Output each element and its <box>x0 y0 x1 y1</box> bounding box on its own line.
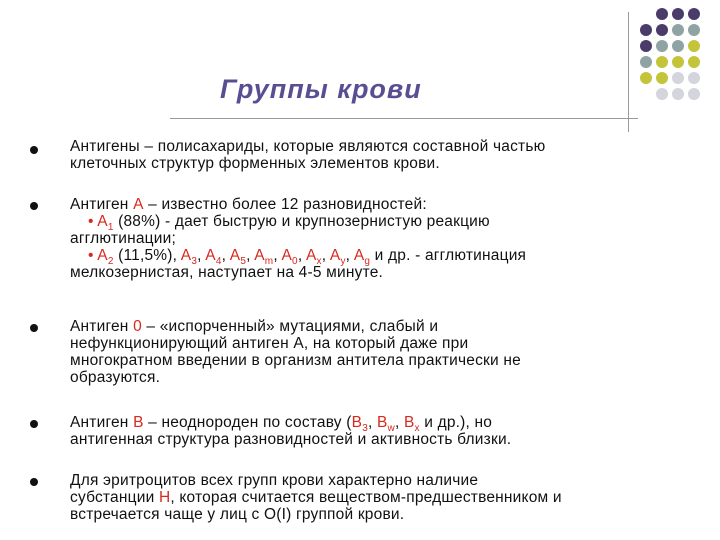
text: , которая считается веществом-предшественником и <box>170 489 562 506</box>
decorative-dot <box>688 40 700 52</box>
antigen-label: A <box>97 247 108 264</box>
antigen-label: A <box>97 213 108 230</box>
item-5-line-2 <box>70 489 680 506</box>
sub-bullet: • <box>88 247 94 264</box>
antigen-variant: A <box>180 247 192 264</box>
separator: , <box>345 247 354 264</box>
item-4-line-2: антигенная структура разновидностей и активность близки. <box>70 431 512 448</box>
antigen-variant: В <box>351 414 363 431</box>
text: Антиген <box>70 318 134 335</box>
decorative-dot <box>640 40 652 52</box>
text: – неоднороден по составу ( <box>143 414 352 431</box>
text: Антиген <box>70 414 134 431</box>
subscript: 5 <box>240 256 247 268</box>
item-2-line-5: мелкозернистая, наступает на 4-5 минуте. <box>70 264 384 281</box>
item-2-line-1 <box>70 196 680 213</box>
separator: , <box>221 247 230 264</box>
text: Антиген <box>70 196 134 213</box>
sub-item-a1 <box>70 213 680 234</box>
antigen-variant: A <box>229 247 241 264</box>
antigen-variants <box>180 247 371 268</box>
subscript: m <box>264 256 274 268</box>
decorative-dot <box>640 24 652 36</box>
decorative-dot <box>688 56 700 68</box>
text: – «испорченный» мутациями, слабый и <box>141 318 439 335</box>
separator: , <box>321 247 330 264</box>
text: субстанции <box>70 489 159 506</box>
item-2-line-3: агглютинации; <box>70 230 176 247</box>
decorative-dot <box>656 72 668 84</box>
text: и др. - агглютинация <box>370 247 527 264</box>
sub-item-a2 <box>70 247 680 268</box>
bullet-icon <box>30 478 38 486</box>
decorative-dot <box>656 56 668 68</box>
subscript: x <box>414 423 420 435</box>
decorative-dot <box>640 56 652 68</box>
text: (11,5%), <box>113 247 181 264</box>
decorative-dot <box>672 88 684 100</box>
subscript: g <box>364 256 371 268</box>
separator: , <box>273 247 282 264</box>
decorative-dot <box>672 8 684 20</box>
decorative-dot <box>656 8 668 20</box>
list-item <box>70 414 680 448</box>
antigen-variant: A <box>205 247 216 264</box>
decorative-dot <box>672 40 684 52</box>
antigen-variant: A <box>305 247 317 264</box>
title-underline <box>170 118 638 119</box>
item-4-line-1 <box>70 414 680 435</box>
subscript: w <box>387 423 395 435</box>
decorative-dot <box>688 8 700 20</box>
decorative-dot <box>688 88 700 100</box>
item-3-line-4: образуются. <box>70 369 161 386</box>
separator: , <box>367 414 377 431</box>
subscript: x <box>316 256 322 268</box>
bullet-icon <box>30 420 38 428</box>
decorative-dot <box>656 40 668 52</box>
decorative-dot <box>656 24 668 36</box>
antigen-variant: A <box>281 247 293 264</box>
antigen-variant: A <box>329 247 341 264</box>
separator: , <box>394 414 404 431</box>
page-title: Группы крови <box>220 74 422 104</box>
subscript: 0 <box>292 256 298 268</box>
item-5-line-1: Для эритроцитов всех групп крови характерно наличие <box>70 472 479 489</box>
text: – известно более 12 разновидностей: <box>143 196 427 213</box>
bullet-icon <box>30 324 38 332</box>
list-item <box>70 138 680 172</box>
antigen-label: В <box>133 414 144 431</box>
text: и др.), но <box>419 414 493 431</box>
list-item <box>70 472 680 523</box>
sub-bullet: • <box>88 213 94 230</box>
list-item <box>70 196 680 281</box>
antigen-variant: В <box>376 414 388 431</box>
decorative-dot-grid <box>640 8 710 104</box>
decorative-dot <box>640 72 652 84</box>
separator: , <box>297 247 306 264</box>
antigen-label: А <box>133 196 144 213</box>
decorative-dot <box>656 88 668 100</box>
item-3-line-2: нефункционирующий антиген А, на который даже при <box>70 335 469 352</box>
subscript: 4 <box>215 256 222 268</box>
separator: , <box>197 247 206 264</box>
subscript: 3 <box>362 423 368 435</box>
antigen-label: 0 <box>133 318 142 335</box>
bullet-icon <box>30 146 38 154</box>
decorative-dot <box>672 56 684 68</box>
subscript: 3 <box>191 256 198 268</box>
antigen-variant: В <box>403 414 415 431</box>
text: (88%) - дает быструю и крупнозернистую реакцию <box>113 213 490 230</box>
decorative-dot <box>672 24 684 36</box>
subscript: 2 <box>107 256 114 268</box>
subscript: y <box>340 256 346 268</box>
antigen-variant: A <box>254 247 265 264</box>
antigen-label: Н <box>158 489 171 506</box>
decorative-dot <box>688 72 700 84</box>
item-3-line-1 <box>70 318 680 335</box>
separator: , <box>246 247 255 264</box>
antigen-variant: A <box>353 247 365 264</box>
item-1-line-2: клеточных структур форменных элементов крови. <box>70 155 440 172</box>
bullet-icon <box>30 202 38 210</box>
subscript: 1 <box>107 222 114 234</box>
item-1-line-1: Антигены – полисахариды, которые являются составной частью <box>70 138 546 155</box>
decorative-dot <box>672 72 684 84</box>
antigen-variants <box>351 414 420 435</box>
item-3-line-3: многократном введении в организм антитела практически не <box>70 352 521 369</box>
decorative-vertical-line <box>628 12 629 132</box>
list-item <box>70 318 680 386</box>
decorative-dot <box>688 24 700 36</box>
item-5-line-3: встречается чаще у лиц с О(I) группой крови. <box>70 506 405 523</box>
